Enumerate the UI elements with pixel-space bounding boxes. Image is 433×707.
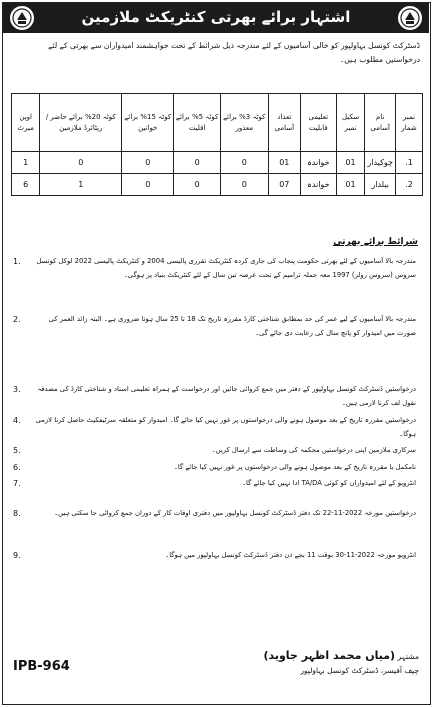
list-item [11, 507, 422, 549]
item-text: درخواستیں ڈسٹرکٹ کونسل بہاولپور کے دفتر میں جمع کروائی جائیں اور درخواست کے ہمراہ تعلیمی اسناد و شناختی کارڈ کی مصدقہ نقول لف کرنا لازمی ہیں۔ [37, 385, 416, 407]
table-cell: 0 [174, 152, 221, 174]
table-header-row [12, 94, 423, 152]
intro-line-1: ڈسٹرکٹ کونسل بہاولپور کو خالی آسامیوں کے لئے مندرجہ ذیل شرائط کے تحت خواہشمند امیدواران سے بھرتی کے لئے [48, 41, 420, 50]
table-cell: 1 [12, 152, 40, 174]
table-header-cell: کوٹہ 15% برائے خواتین [122, 94, 174, 152]
advertisement-page [2, 2, 431, 705]
item-number: 2. [13, 315, 21, 324]
table-header-cell: کوٹہ 5% برائے اقلیت [174, 94, 221, 152]
table-header-cell: سکیل نمبر [336, 94, 365, 152]
table-cell: 01 [336, 174, 365, 196]
table-row [12, 152, 423, 174]
item-number: 3. [13, 385, 21, 394]
item-text: درخواستیں مورخہ 2022-11-22 تک دفتر ڈسٹرکٹ کونسل بہاولپور میں دفتری اوقات کار کے دوران جمع کروائی جا سکتی ہیں۔ [54, 509, 416, 517]
header-bar [3, 3, 429, 33]
ipb-code: IPB-964 [13, 659, 70, 674]
table-cell: 01 [336, 152, 365, 174]
table-cell: 0 [220, 174, 268, 196]
table-cell: خواندہ [300, 152, 336, 174]
table-cell: 0 [220, 152, 268, 174]
item-number: 4. [13, 416, 21, 425]
table-header-cell: نمبر شمار [395, 94, 422, 152]
list-item [11, 383, 422, 414]
table-header-cell: کوٹہ 3% برائے معذور [220, 94, 268, 152]
intro-line-2: درخواستیں مطلوب ہیں۔ [339, 55, 420, 64]
table-cell: 1. [395, 152, 422, 174]
table-header-cell: تعلیمی قابلیت [300, 94, 336, 152]
signature-title: چیف آفیسر، ڈسٹرکٹ کونسل بہاولپور [300, 666, 419, 675]
list-item [11, 461, 422, 477]
posts-table [11, 93, 423, 196]
table-header-cell: نام آسامی [365, 94, 396, 152]
punjab-emblem-icon [9, 5, 35, 31]
intro-text [13, 39, 420, 67]
item-text: مندرجہ بالا آسامیوں کے لئے بھرتی حکومت پنجاب کی جاری کردہ کنٹریکٹ تقرری پالیسی 2004 و کنٹریکٹ پالیسی 2022 لوکل کونسل سروس (سروس رولز) 1997 معہ جملہ ترامیم کے تحت عرصہ تین سال کے لئے کنٹریکٹ بنیاد پر ہوگی۔ [36, 257, 416, 279]
table-cell: 1 [40, 174, 122, 196]
table-cell: 0 [40, 152, 122, 174]
item-number: 8. [13, 509, 21, 518]
terms-list [11, 255, 422, 565]
item-number: 5. [13, 446, 21, 455]
list-item [11, 255, 422, 313]
list-item [11, 313, 422, 383]
table-cell: 6 [12, 174, 40, 196]
list-item [11, 549, 422, 565]
signature-block [263, 649, 419, 678]
table-cell: 07 [268, 174, 300, 196]
page-title: اشتہار برائے بھرتی کنٹریکٹ ملازمین [81, 8, 351, 26]
table-header-cell: کوٹہ 20% برائے حاضر / ریٹائرڈ ملازمین [40, 94, 122, 152]
item-number: 6. [13, 463, 21, 472]
table-cell: 0 [174, 174, 221, 196]
signature-name: (میاں محمد اظہر جاوید) [263, 649, 396, 662]
list-item [11, 444, 422, 461]
item-text: انٹرویو کے لئے امیدواران کو کوئی TA/DA ادا نہیں کیا جائے گا۔ [242, 479, 416, 487]
signature-label: مشتہر [397, 652, 419, 661]
table-cell: 2. [395, 174, 422, 196]
table-cell: بیلدار [365, 174, 396, 196]
footer [3, 645, 429, 703]
item-text: درخواستیں مقررہ تاریخ کے بعد موصول ہونے والی درخواستوں پر غور نہیں کیا جائے گا۔ امیدوار کو متعلقہ سرٹیفکیٹ حاصل کرنا لازمی ہوگا۔ [35, 416, 416, 438]
item-text: نامکمل یا مقررہ تاریخ کے بعد موصول ہونے والی درخواستوں پر غور نہیں کیا جائے گا۔ [173, 463, 416, 471]
table-cell: چوکیدار [365, 152, 396, 174]
list-item [11, 477, 422, 507]
item-text: انٹرویو مورخہ 2022-11-30 بوقت 11 بجے دن دفتر ڈسٹرکٹ کونسل بہاولپور میں ہوگا۔ [165, 551, 416, 559]
table-header-cell: تعداد آسامی [268, 94, 300, 152]
table-cell: 01 [268, 152, 300, 174]
table-cell: خواندہ [300, 174, 336, 196]
item-text: سرکاری ملازمین اپنی درخواستیں محکمہ کی وساطت سے ارسال کریں۔ [211, 446, 416, 454]
terms-heading: شرائط برائے بھرتی [333, 237, 418, 247]
punjab-emblem-icon [397, 5, 423, 31]
item-number: 9. [13, 551, 21, 560]
table-header-cell: اوپن میرٹ [12, 94, 40, 152]
item-number: 7. [13, 479, 21, 488]
item-number: 1. [13, 257, 21, 266]
item-text: مندرجہ بالا آسامیوں کے لیے عمر کی حد بمطابق شناختی کارڈ مقررہ تاریخ تک 18 تا 25 سال ہونا ضروری ہے۔ البتہ زائد العمر کی صورت میں امیدوار کو پانچ سال کی رعایت دی جائے گی۔ [48, 315, 416, 337]
table-cell: 0 [122, 152, 174, 174]
list-item [11, 414, 422, 444]
table-row [12, 174, 423, 196]
table-cell: 0 [122, 174, 174, 196]
